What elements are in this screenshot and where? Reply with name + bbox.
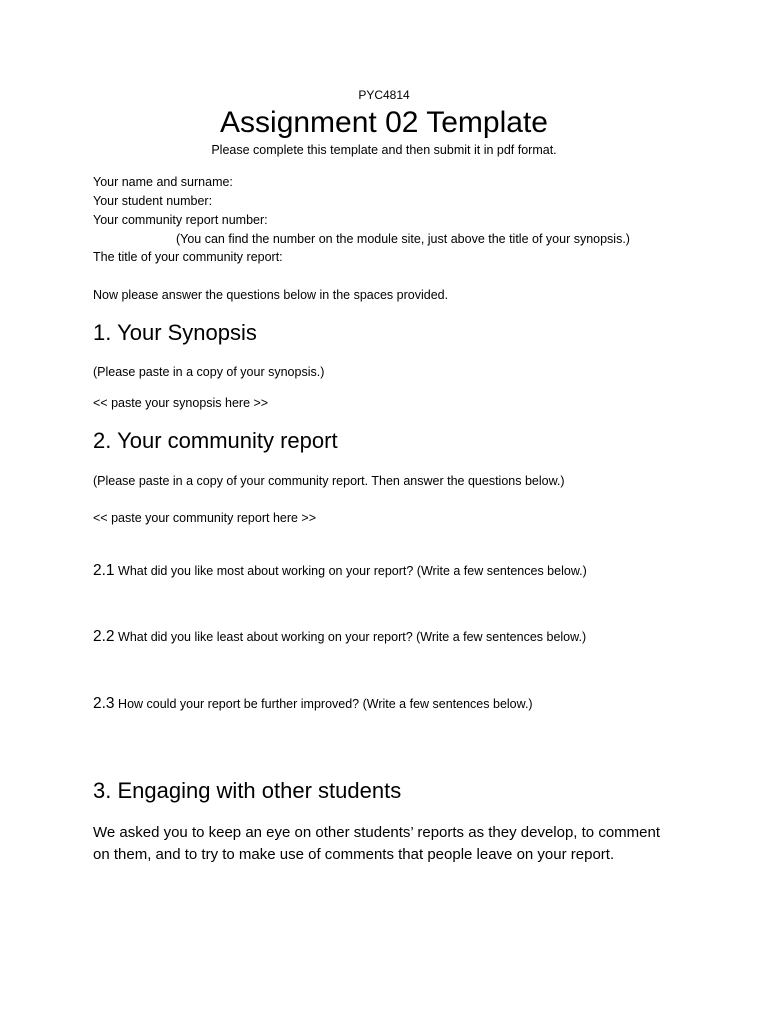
question-text: What did you like least about working on your report? (Write a few sentences below.) [118, 630, 587, 644]
document-title: Assignment 02 Template [220, 106, 548, 139]
section2-heading: 2. Your community report [93, 428, 338, 453]
student-number-label: Your student number: [93, 194, 213, 208]
report-number-hint: (You can find the number on the module site, just above the title of your synopsis.) [176, 232, 630, 246]
name-field-label: Your name and surname: [93, 175, 233, 189]
section3-heading: 3. Engaging with other students [93, 778, 402, 803]
section1-heading: 1. Your Synopsis [93, 320, 257, 345]
question-2-1 [93, 562, 587, 580]
question-text: What did you like most about working on your report? (Write a few sentences below.) [118, 564, 587, 578]
question-2-2 [93, 628, 586, 646]
section1-note: (Please paste in a copy of your synopsis.) [93, 365, 325, 379]
report-number-label: Your community report number: [93, 213, 268, 227]
report-placeholder: << paste your community report here >> [93, 511, 317, 525]
question-number: 2.1 [93, 562, 115, 579]
report-title-label: The title of your community report: [93, 250, 283, 264]
synopsis-placeholder: << paste your synopsis here >> [93, 396, 269, 410]
question-2-3 [93, 695, 533, 713]
section2-note: (Please paste in a copy of your community report. Then answer the questions below.) [93, 474, 565, 488]
question-text: How could your report be further improved? (Write a few sentences below.) [118, 697, 533, 711]
question-number: 2.3 [93, 695, 115, 712]
course-code: PYC4814 [358, 88, 410, 102]
instructions: Now please answer the questions below in the spaces provided. [93, 288, 449, 302]
document-subtitle: Please complete this template and then submit it in pdf format. [211, 143, 557, 157]
question-number: 2.2 [93, 628, 115, 645]
section3-body: We asked you to keep an eye on other students’ reports as they develop, to comment on them, and to try to make use of comments that people leave on your report. [93, 824, 660, 863]
